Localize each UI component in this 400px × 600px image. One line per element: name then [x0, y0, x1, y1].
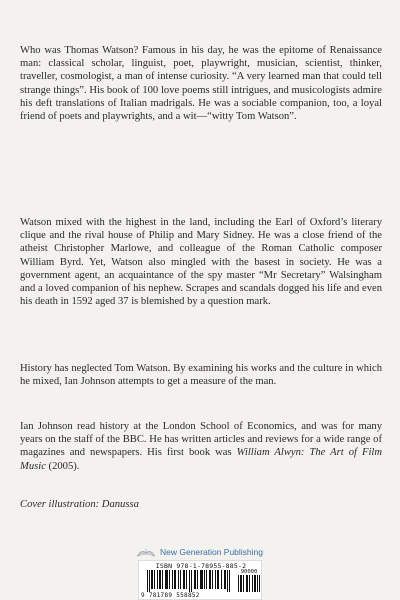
author-bio [20, 420, 382, 473]
cover-illustration-credit: Cover illustration: Danussa [20, 499, 139, 510]
blurb-paragraph: Who was Thomas Watson? Famous in his day, he was the epitome of Renaissance man: classical scholar, linguist, poet, playwright, musician, scientist, thinker, traveller, cosmologist, a man of intense curiosity. “A very learned man that could tell strange things”. His book of 100 love poems still intrigues, and musicologists admire his deft translations of Italian madrigals. He was a sociable companion, too, a loyal friend of poets and playwrights, and a wit—“witty Tom Watson”. [20, 45, 382, 123]
isbn-addon-number: 90000 [240, 569, 258, 575]
ean-digits: 9 781789 558852 [141, 592, 200, 599]
author-bio-text: Ian Johnson read history at the London School of Economics, and was for many years on the staff of the BBC. He has written articles and reviews for a wide range of magazines and newspapers. His first book was [20, 421, 382, 459]
first-book-year: (2005). [45, 460, 80, 472]
publisher-logo [136, 546, 263, 558]
blurb-paragraph: History has neglected Tom Watson. By examining his works and the culture in which he mixed, Ian Johnson attempts to get a measure of the man. [20, 363, 382, 388]
book-logo-icon [136, 547, 156, 557]
isbn-barcode [138, 560, 262, 600]
first-book-title: William Alwyn: The Art of Film Music [20, 447, 382, 472]
publisher-name: New Generation Publishing [160, 547, 264, 557]
isbn-label: ISBN 978-1-78955-885-2 [155, 562, 247, 570]
blurb-paragraph: Watson mixed with the highest in the land, including the Earl of Oxford’s literary clique and the rival house of Philip and Mary Sidney. He was a close friend of the atheist Christopher Marlowe, and colleague of the Roman Catholic composer William Byrd. Yet, Watson also mingled with the basest in society. He was a government agent, an acquaintance of the spy master “Mr Secretary” Walsingham and a loved companion of his nephew. Scrapes and scandals dogged his life and even his death in 1592 aged 37 is blemished by a question mark. [20, 217, 382, 308]
